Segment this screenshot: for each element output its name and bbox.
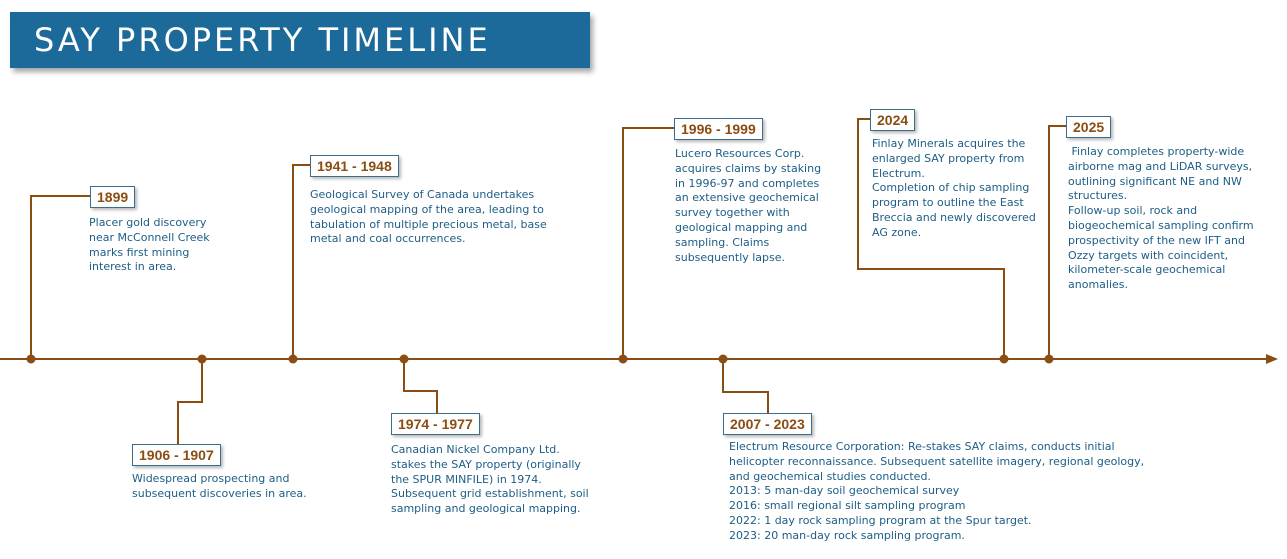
desc-line: program to outline the East (872, 196, 1024, 210)
event-description-1996-1999 (675, 147, 821, 265)
timeline-dot-1941-1948 (289, 355, 298, 364)
date-box-1906-1907: 1906 - 1907 (132, 444, 221, 466)
desc-line: 2013: 5 man-day soil geochemical survey (729, 484, 960, 498)
desc-line: Geological Survey of Canada undertakes (310, 188, 535, 201)
desc-line: enlarged SAY property from (872, 151, 1025, 165)
connector-1941-1948 (293, 165, 310, 359)
desc-line: AG zone. (872, 225, 922, 239)
timeline-dot-2007-2023 (719, 355, 728, 364)
connector-1906-1907 (132, 359, 202, 454)
timeline-dot-1974-1977 (400, 355, 409, 364)
desc-line: airborne mag and LiDAR surveys, (1068, 159, 1253, 173)
desc-line: 2016: small regional silt sampling program (729, 499, 966, 513)
desc-line: Placer gold discovery (89, 216, 207, 229)
desc-line: Electrum. (872, 166, 925, 180)
desc-line: helicopter reconnaissance. Subsequent satellite imagery, regional geology, (729, 454, 1145, 468)
desc-line: Electrum Resource Corporation: Re-stakes SAY claims, conducts initial (729, 440, 1115, 453)
desc-line: sampling. Claims (675, 235, 770, 249)
connector-2007-2023 (723, 359, 768, 413)
desc-line: structures. (1068, 189, 1128, 203)
timeline-dot-2024 (1000, 355, 1009, 364)
desc-line: subsequent discoveries in area. (132, 486, 307, 500)
desc-line: Subsequent grid establishment, soil (391, 487, 589, 501)
desc-line: Finlay completes property-wide (1068, 145, 1245, 158)
desc-line: tabulation of multiple precious metal, base (310, 217, 547, 231)
desc-line: subsequently lapse. (675, 250, 786, 264)
desc-line: marks first mining (89, 245, 190, 259)
event-description-2024 (872, 137, 1036, 241)
desc-line: near McConnell Creek (89, 230, 210, 244)
timeline-dot-1906-1907 (198, 355, 207, 364)
desc-line: sampling and geological mapping. (391, 502, 581, 516)
desc-line: interest in area. (89, 260, 177, 274)
desc-line: prospectivity of the new IFT and (1068, 233, 1245, 247)
timeline-dot-1899 (27, 355, 36, 364)
desc-line: Ozzy targets with coincident, (1068, 248, 1229, 262)
desc-line: 2022: 1 day rock sampling program at the Spur target. (729, 513, 1032, 527)
date-box-1996-1999: 1996 - 1999 (674, 118, 763, 140)
desc-line: Completion of chip sampling (872, 181, 1030, 195)
event-description-1974-1977 (391, 443, 589, 517)
desc-line: outlining significant NE and NW (1068, 174, 1242, 188)
desc-line: Canadian Nickel Company Ltd. (391, 443, 560, 456)
timeline-arrowhead (1266, 354, 1278, 364)
connector-1996-1999 (623, 128, 674, 359)
date-box-2025: 2025 (1066, 116, 1111, 138)
date-box-2024: 2024 (870, 109, 915, 131)
event-description-2025 (1068, 145, 1254, 293)
desc-line: metal and coal occurrences. (310, 232, 466, 246)
timeline-dot-1996-1999 (619, 355, 628, 364)
desc-line: and geochemical studies conducted. (729, 469, 931, 483)
desc-line: geological mapping and (675, 220, 808, 234)
event-description-1906-1907 (132, 472, 307, 502)
desc-line: Breccia and newly discovered (872, 210, 1036, 224)
desc-line: anomalies. (1068, 278, 1129, 292)
desc-line: Finlay Minerals acquires the (872, 137, 1026, 150)
desc-line: stakes the SAY property (originally (391, 457, 581, 471)
desc-line: acquires claims by staking (675, 161, 822, 175)
date-box-1941-1948: 1941 - 1948 (310, 155, 399, 177)
event-description-1899 (89, 216, 210, 275)
desc-line: Follow-up soil, rock and (1068, 204, 1198, 218)
event-description-1941-1948 (310, 188, 547, 247)
connector-1974-1977 (404, 359, 437, 413)
connector-1899 (31, 196, 90, 359)
timeline-dot-2025 (1045, 355, 1054, 364)
desc-line: biogeochemical sampling confirm (1068, 218, 1254, 232)
connector-2025 (1049, 126, 1066, 359)
desc-line: Lucero Resources Corp. (675, 147, 805, 160)
desc-line: geological mapping of the area, leading to (310, 202, 544, 216)
desc-line: Widespread prospecting and (132, 472, 290, 485)
date-box-2007-2023: 2007 - 2023 (723, 413, 812, 435)
desc-line: kilometer-scale geochemical (1068, 263, 1226, 277)
date-box-1899: 1899 (90, 186, 135, 208)
desc-line: in 1996-97 and completes (675, 176, 820, 190)
desc-line: survey together with (675, 206, 790, 220)
desc-line: 2023: 20 man-day rock sampling program. (729, 528, 965, 542)
desc-line: the SPUR MINFILE) in 1974. (391, 472, 542, 486)
page-title: SAY PROPERTY TIMELINE (34, 21, 491, 59)
event-description-2007-2023 (729, 440, 1144, 544)
desc-line: an extensive geochemical (675, 191, 819, 205)
date-box-1974-1977: 1974 - 1977 (391, 413, 480, 435)
